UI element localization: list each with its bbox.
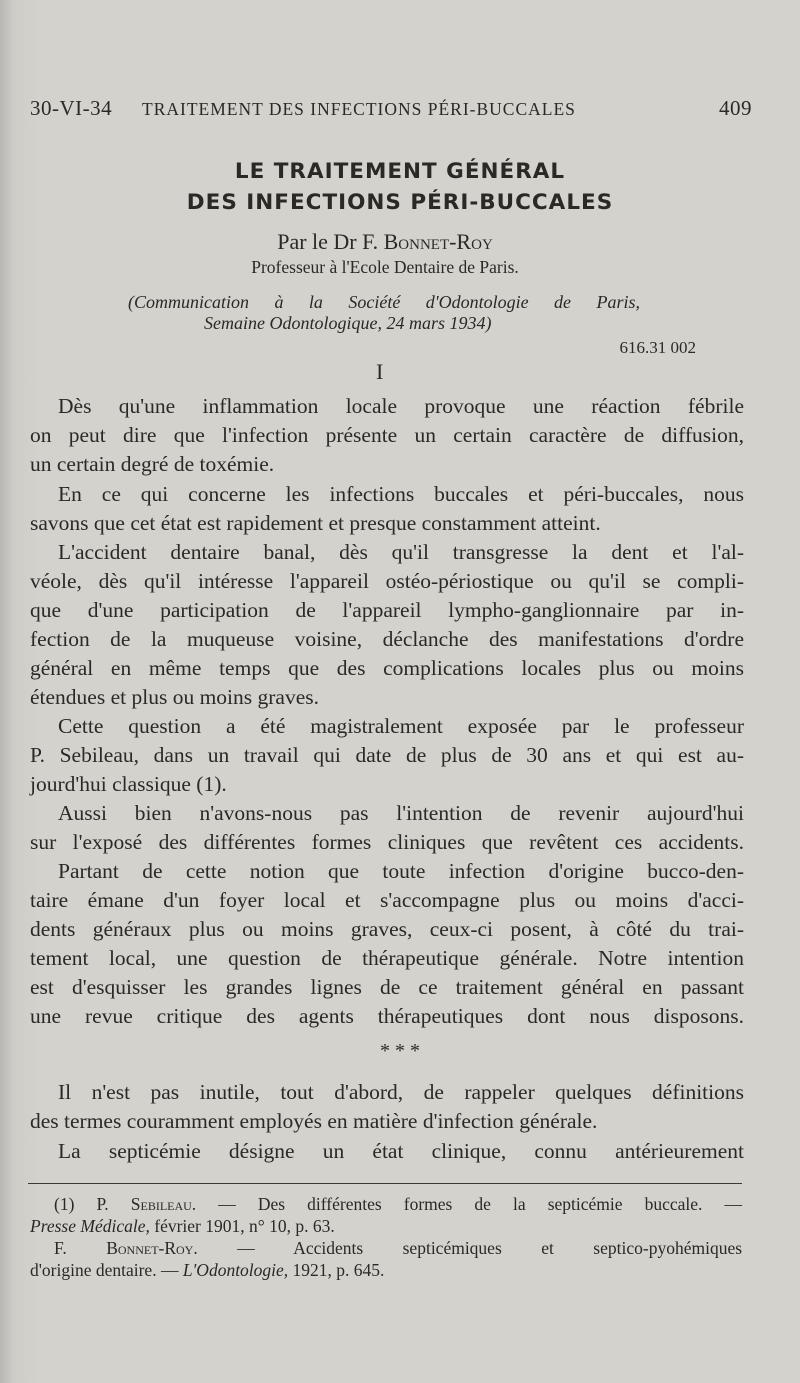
footnote-2-prefix: F. [54,1238,67,1258]
author-prefix: Par le Dr F. [277,229,379,254]
section-numeral: I [376,359,384,384]
page-number: 409 [719,96,752,120]
body-line: un certain degré de toxémie. [30,452,275,476]
article-title-line-2: DES INFECTIONS PÉRI-BUCCALES [186,190,614,215]
body-line: général en même temps que des complications locales plus ou moins [30,656,744,680]
asterism: * * * [380,1040,420,1062]
footnote-2-author: Bonnet-Roy. [106,1238,198,1258]
footnote-2-line-2 [30,1259,742,1281]
footnote-1-line-2 [30,1215,742,1237]
author-line [0,229,770,255]
communication-text-1: (Communication à la Société d'Odontologie de Paris, [128,292,640,312]
body-line: Partant de cette notion que toute infection d'origine bucco-den- [58,859,744,883]
body-line: étendues et plus ou moins graves. [30,685,320,709]
footnote-2-line-2-start: d'origine dentaire. — [30,1260,179,1280]
footnote-2-rest: 1921, p. 645. [292,1260,385,1280]
footnote-2-journal: L'Odontologie, [182,1260,289,1280]
classification-code: 616.31 002 [619,338,696,357]
body-line: jourd'hui classique (1). [30,772,227,796]
footnote-1-author: Sebileau. [130,1194,197,1214]
footnote-1-marker: (1) P. [54,1194,109,1214]
communication-text-2: Semaine Odontologique, 24 mars 1934) [204,313,492,333]
body-line: sur l'exposé des différentes formes cliniques que revêtent ces accidents. [30,830,744,854]
body-line: taire émane d'un foyer local et s'accompagne plus ou moins d'acci- [30,888,744,912]
footnote-2-line-1 [54,1237,742,1259]
footnote-1-journal: Presse Médicale, [30,1216,150,1236]
body-line: que d'une participation de l'appareil lympho-ganglionnaire par in- [30,598,744,622]
running-head-date: 30-VI-34 [30,96,113,120]
footnote-1-rest: février 1901, n° 10, p. 63. [154,1216,335,1236]
body-line: fection de la muqueuse voisine, déclanche des manifestations d'ordre [30,627,744,651]
body-line: P. Sebileau, dans un travail qui date de plus de 30 ans et qui est au- [30,743,744,767]
body-line: En ce qui concerne les infections buccales et péri-buccales, nous [58,482,744,506]
body-line: est d'esquisser les grandes lignes de ce traitement général en passant [30,975,744,999]
body-line: Dès qu'une inflammation locale provoque une réaction fébrile [58,394,744,418]
body-line: Cette question a été magistralement exposée par le professeur [58,714,744,738]
body-line: une revue critique des agents thérapeutiques dont nous disposons. [30,1004,744,1028]
running-head-title: TRAITEMENT DES INFECTIONS PÉRI-BUCCALES [142,99,576,119]
footnote-2-text: — Accidents septicémiques et septico-pyohémiques [237,1238,743,1258]
body-line: véole, dès qu'il intéresse l'appareil ostéo-périostique ou qu'il se compli- [30,569,744,593]
body-line: Aussi bien n'avons-nous pas l'intention de revenir aujourd'hui [58,801,744,825]
author-name: Bonnet-Roy [383,229,493,254]
body-line: dents généraux plus ou moins graves, ceux-ci posent, à côté du trai- [30,917,744,941]
communication-note-line-1 [128,292,640,313]
body-line: des termes couramment employés en matière d'infection générale. [30,1109,598,1133]
body-line: Il n'est pas inutile, tout d'abord, de rappeler quelques définitions [58,1080,744,1104]
author-affiliation: Professeur à l'Ecole Dentaire de Paris. [251,257,519,277]
article-title-line-1: LE TRAITEMENT GÉNÉRAL [234,159,566,184]
body-line: savons que cet état est rapidement et presque constamment atteint. [30,511,601,535]
body-line: on peut dire que l'infection présente un certain caractère de diffusion, [30,423,744,447]
footnote-rule [28,1183,742,1184]
body-line: L'accident dentaire banal, dès qu'il transgresse la dent et l'al- [58,540,744,564]
footnote-1-line-1 [54,1193,742,1215]
footnote-1-text: — Des différentes formes de la septicémie buccale. — [218,1194,743,1214]
body-line: La septicémie désigne un état clinique, connu antérieurement [58,1139,744,1163]
body-line: tement local, une question de thérapeutique générale. Notre intention [30,946,744,970]
communication-note-line-2 [204,313,491,334]
